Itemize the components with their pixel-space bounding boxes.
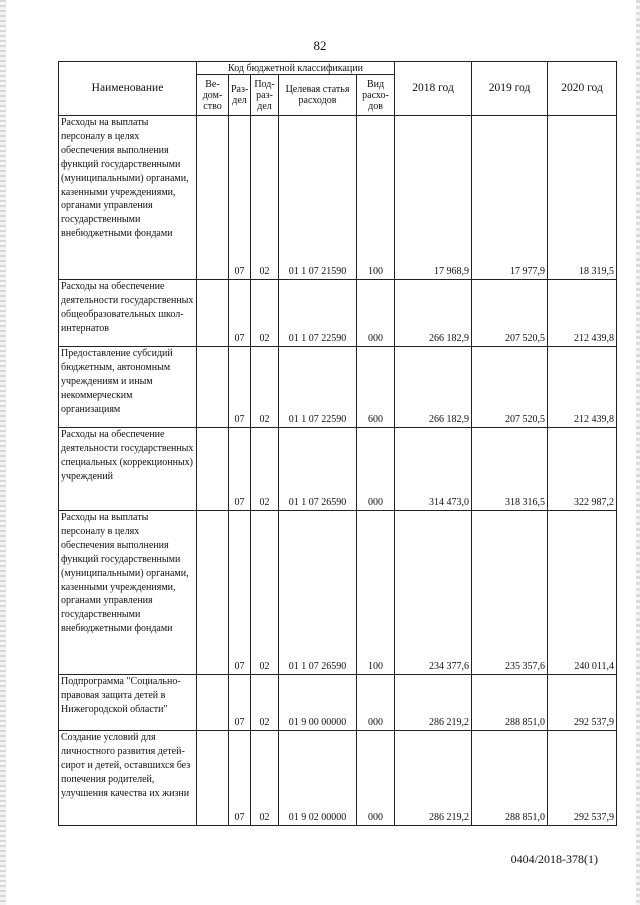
header-year-2019: 2019 год: [472, 62, 548, 116]
row-amount-2018: 286 219,2: [395, 731, 472, 826]
row-podrazdel: 02: [251, 675, 279, 731]
row-amount-2018: 266 182,9: [395, 347, 472, 428]
scan-edge-left: [0, 0, 6, 905]
row-name: Подпрограмма "Социально-правовая защита детей в Нижегородской области": [59, 675, 197, 731]
row-expense-type: 100: [357, 511, 395, 675]
row-target-article: 01 1 07 22590: [279, 280, 357, 347]
row-amount-2020: 212 439,8: [548, 280, 617, 347]
row-amount-2018: 314 473,0: [395, 428, 472, 511]
row-amount-2018: 17 968,9: [395, 116, 472, 280]
row-podrazdel: 02: [251, 731, 279, 826]
row-expense-type: 100: [357, 116, 395, 280]
row-podrazdel: 02: [251, 511, 279, 675]
row-target-article: 01 1 07 26590: [279, 511, 357, 675]
row-expense-type: 000: [357, 428, 395, 511]
row-amount-2020: 322 987,2: [548, 428, 617, 511]
header-target-article: Целевая статья расходов: [279, 75, 357, 116]
row-amount-2020: 212 439,8: [548, 347, 617, 428]
row-amount-2018: 286 219,2: [395, 675, 472, 731]
row-amount-2020: 240 011,4: [548, 511, 617, 675]
row-amount-2020: 292 537,9: [548, 731, 617, 826]
row-amount-2019: 207 520,5: [472, 280, 548, 347]
header-razdel: Раз-дел: [229, 75, 251, 116]
header-podrazdel: Под-раз-дел: [251, 75, 279, 116]
table-row: [59, 731, 617, 826]
header-expense-type: Вид расхо-дов: [357, 75, 395, 116]
row-razdel: 07: [229, 675, 251, 731]
row-podrazdel: 02: [251, 347, 279, 428]
header-year-2018: 2018 год: [395, 62, 472, 116]
header-budget-code-group: Код бюджетной классификации: [197, 62, 395, 75]
row-expense-type: 000: [357, 280, 395, 347]
row-vedomstvo: [197, 675, 229, 731]
table-row: [59, 511, 617, 675]
row-amount-2019: 288 851,0: [472, 731, 548, 826]
row-name: Расходы на обеспечение деятельности государственных специальных (коррекционных) учреждений: [59, 428, 197, 511]
header-name: Наименование: [59, 62, 197, 116]
row-target-article: 01 1 07 21590: [279, 116, 357, 280]
row-amount-2019: 235 357,6: [472, 511, 548, 675]
row-expense-type: 000: [357, 675, 395, 731]
header-year-2020: 2020 год: [548, 62, 617, 116]
table-row: [59, 280, 617, 347]
row-vedomstvo: [197, 511, 229, 675]
row-target-article: 01 1 07 26590: [279, 428, 357, 511]
row-target-article: 01 1 07 22590: [279, 347, 357, 428]
row-amount-2018: 266 182,9: [395, 280, 472, 347]
row-name: Расходы на выплаты персоналу в целях обеспечения выполнения функций государственными (муниципальными) органами, казенными учреждениями, органами управления государственными внебюджетными фондами: [59, 116, 197, 280]
row-vedomstvo: [197, 280, 229, 347]
row-target-article: 01 9 02 00000: [279, 731, 357, 826]
scan-edge-right: [636, 0, 640, 905]
row-name: Расходы на обеспечение деятельности государственных общеобразовательных школ-интернатов: [59, 280, 197, 347]
table-row: [59, 116, 617, 280]
row-razdel: 07: [229, 116, 251, 280]
row-vedomstvo: [197, 116, 229, 280]
row-amount-2020: 292 537,9: [548, 675, 617, 731]
table-row: [59, 347, 617, 428]
table-row: [59, 675, 617, 731]
row-expense-type: 600: [357, 347, 395, 428]
page-number: 82: [313, 38, 327, 53]
row-name: Расходы на выплаты персоналу в целях обеспечения выполнения функций государственными (муниципальными) органами, казенными учреждениями, органами управления государственными внебюджетными фондами: [59, 511, 197, 675]
row-amount-2019: 207 520,5: [472, 347, 548, 428]
row-podrazdel: 02: [251, 116, 279, 280]
row-amount-2019: 17 977,9: [472, 116, 548, 280]
row-podrazdel: 02: [251, 428, 279, 511]
row-razdel: 07: [229, 731, 251, 826]
row-name: Предоставление субсидий бюджетным, автономным учреждениям и иным некоммерческим организациям: [59, 347, 197, 428]
table-row: [59, 428, 617, 511]
row-name: Создание условий для личностного развития детей-сирот и детей, оставшихся без попечения родителей, улучшения качества их жизни: [59, 731, 197, 826]
row-razdel: 07: [229, 280, 251, 347]
row-amount-2018: 234 377,6: [395, 511, 472, 675]
row-target-article: 01 9 00 00000: [279, 675, 357, 731]
row-amount-2019: 318 316,5: [472, 428, 548, 511]
budget-table: [58, 61, 617, 826]
row-razdel: 07: [229, 347, 251, 428]
row-vedomstvo: [197, 428, 229, 511]
row-amount-2019: 288 851,0: [472, 675, 548, 731]
row-podrazdel: 02: [251, 280, 279, 347]
row-vedomstvo: [197, 347, 229, 428]
document-code: 0404/2018-378(1): [510, 852, 598, 866]
row-vedomstvo: [197, 731, 229, 826]
header-vedomstvo: Ве-дом-ство: [197, 75, 229, 116]
row-amount-2020: 18 319,5: [548, 116, 617, 280]
row-razdel: 07: [229, 511, 251, 675]
row-expense-type: 000: [357, 731, 395, 826]
row-razdel: 07: [229, 428, 251, 511]
